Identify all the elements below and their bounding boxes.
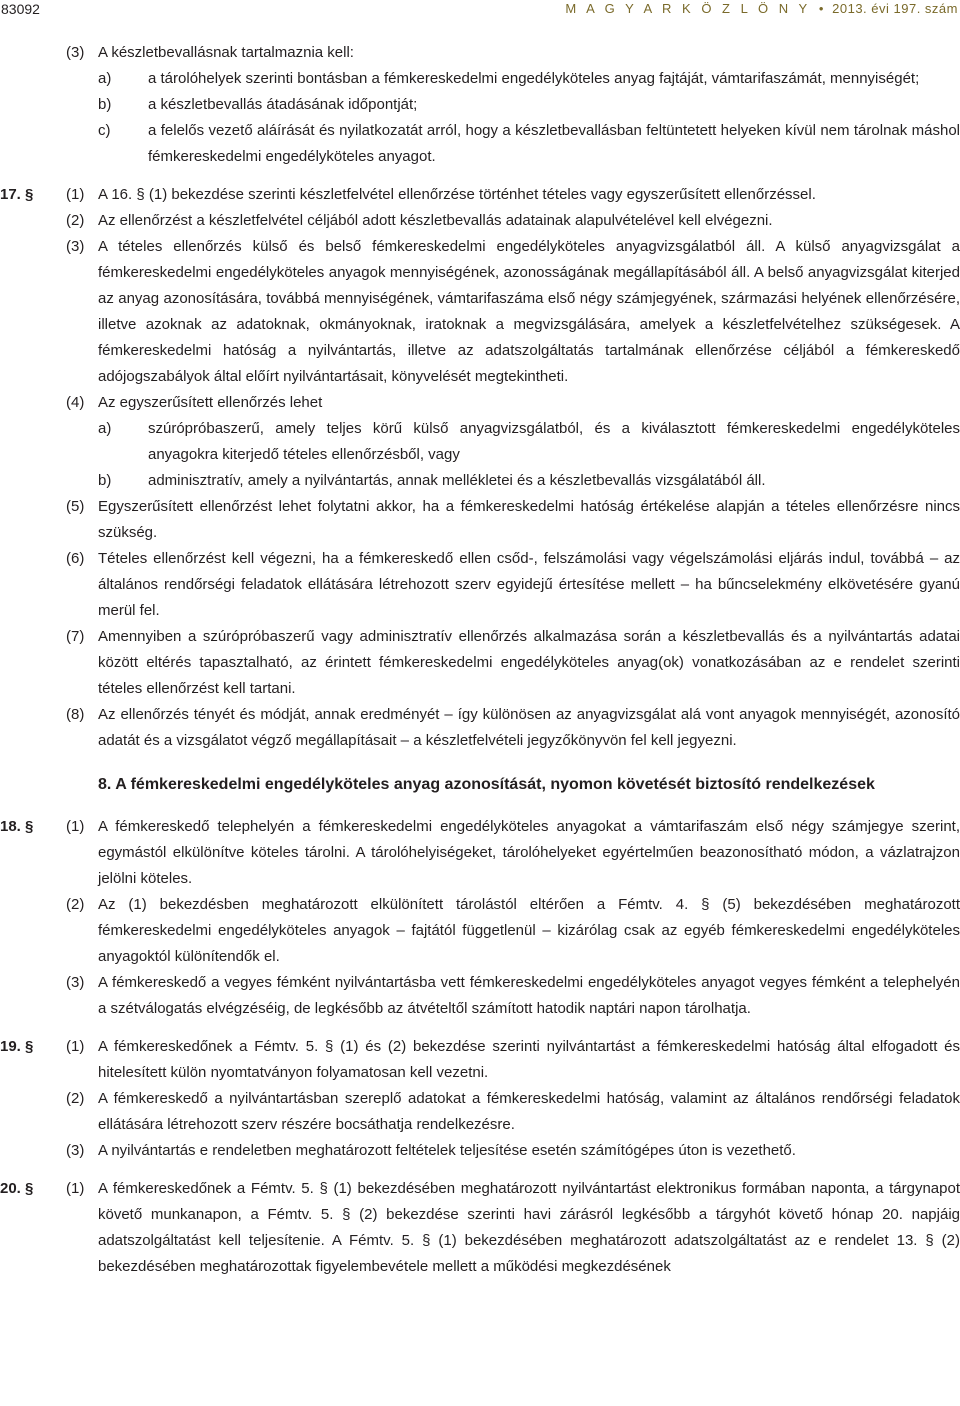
paragraph [0, 1034, 960, 1086]
section-17 [0, 182, 960, 754]
section-number: 17. § [0, 186, 34, 203]
list-item [0, 416, 960, 468]
paragraph-text: A 16. § (1) bekezdése szerinti készletfelvétel ellenőrzése történhet tételes vagy egyszerűsített ellenőrzéssel. [98, 186, 816, 203]
paragraph-number: (1) [66, 186, 85, 203]
paragraph-text: A készletbevallásnak tartalmaznia kell: [98, 44, 354, 61]
section-number: 20. § [0, 1180, 34, 1197]
paragraph-text: Egyszerűsített ellenőrzést lehet folytatni akkor, ha a fémkereskedelmi hatóság értékelése alapján a tételes ellenőrzésre nincs szükség. [98, 498, 960, 541]
section-19 [0, 1034, 960, 1164]
paragraph-number: (2) [66, 212, 85, 229]
paragraph-number: (5) [66, 498, 85, 515]
paragraph-text: Az ellenőrzést a készletfelvétel céljából adott készletbevallás adatainak alapulvételével kell elvégezni. [98, 212, 773, 229]
section-20 [0, 1176, 960, 1280]
list-item [0, 66, 960, 92]
item-label: b) [98, 96, 112, 113]
item-text: szúrópróbaszerű, amely teljes körű külső anyagvizsgálatból, és a kiválasztott fémkereskedelmi engedélyköteles anyagokra kiterjedő tételes ellenőrzésből, vagy [148, 420, 960, 463]
paragraph-text: Az egyszerűsített ellenőrzés lehet [98, 394, 323, 411]
journal-name: M A G Y A R K Ö Z L Ö N Y [565, 1, 811, 16]
paragraph [0, 182, 960, 208]
paragraph-number: (3) [66, 44, 85, 61]
document-body [0, 40, 960, 1280]
paragraph [0, 970, 960, 1022]
issue-number: 2013. évi 197. szám [832, 1, 958, 16]
item-text: adminisztratív, amely a nyilvántartás, annak mellékletei és a készletbevallás vizsgálatából áll. [148, 472, 766, 489]
paragraph-text: A nyilvántartás e rendeletben meghatározott feltételek teljesítése esetén számítógépes úton is vezethető. [98, 1142, 796, 1159]
paragraph-number: (1) [66, 818, 85, 835]
paragraph-number: (6) [66, 550, 85, 567]
list-item [0, 92, 960, 118]
item-label: a) [98, 420, 112, 437]
item-label: b) [98, 472, 112, 489]
paragraph [0, 1086, 960, 1138]
paragraph [0, 624, 960, 702]
item-text: a felelős vezető aláírását és nyilatkozatát arról, hogy a készletbevallásban feltüntetett helyeken kívül nem tárolnak máshol fémkereskedelmi engedélyköteles anyagot. [148, 122, 960, 165]
chapter-heading: 8. A fémkereskedelmi engedélyköteles anyag azonosítását, nyomon követését biztosító rendelkezések [98, 776, 875, 793]
paragraph [0, 390, 960, 416]
paragraph-text: A tételes ellenőrzés külső és belső fémkereskedelmi engedélyköteles anyagvizsgálatból áll. A külső anyagvizsgálat a fémkereskedelmi engedélyköteles anyagok mennyiségének, azonosságának megállapításából áll. A belső anyagvizsgálat kiterjed az anyag azonosítására, továbbá mennyiségének, vámtarifaszáma első négy számjegyének, származási helyének ellenőrzésére, illetve azoknak az adatoknak, okmányoknak, iratoknak a megvizsgálására, amelyek a készletfelvételhez szükségesek. A fémkereskedelmi hatóság a nyilvántartás, illetve az adatszolgáltatás tartalmának ellenőrzése céljából a fémkereskedő adójogszabályok által előírt nyilvántartásait, könyvelését megtekintheti. [98, 238, 960, 385]
paragraph-text: A fémkereskedő a nyilvántartásban szereplő adatokat a fémkereskedelmi hatóság, valamint az általános rendőrségi feladatok ellátására létrehozott szerv részére bocsáthatja rendelkezésre. [98, 1090, 960, 1133]
paragraph [0, 1138, 960, 1164]
list-item [0, 468, 960, 494]
paragraph [0, 208, 960, 234]
paragraph-number: (3) [66, 974, 85, 991]
paragraph-text: A fémkereskedő a vegyes fémként nyilvántartásba vett fémkereskedelmi engedélyköteles anyagot vegyes fémként a telephelyén a szétválogatás elvégzéséig, de legkésőbb az átvételtől számított hatodik naptári napon tárolhatja. [98, 974, 960, 1017]
paragraph [0, 702, 960, 754]
section-16-paragraph-3 [0, 40, 960, 170]
paragraph-text: Az ellenőrzés tényét és módját, annak eredményét – így különösen az anyagvizsgálat alá vont anyagok mennyiségét, azonosító adatát és a vizsgálatot végző megállapításait – a készletfelvételi jegyzőkönyvön fel kell jegyezni. [98, 706, 960, 749]
page-number: 83092 [1, 1, 40, 17]
paragraph-text: Tételes ellenőrzést kell végezni, ha a fémkereskedő ellen csőd-, felszámolási vagy végelszámolási eljárás indul, továbbá – az általános rendőrségi feladatok ellátására létrehozott szerv egyidejű értesítése mellett – ha bűncselekmény elkövetésére gyanú merül fel. [98, 550, 960, 619]
paragraph-text: Amennyiben a szúrópróbaszerű vagy adminisztratív ellenőrzés alkalmazása során a készletbevallás és a nyilvántartás adatai között eltérés tapasztalható, az érintett fémkereskedelmi engedélyköteles anyag(ok) vonatkozásában az e rendelet szerinti tételes ellenőrzést kell tartani. [98, 628, 960, 697]
paragraph-number: (3) [66, 1142, 85, 1159]
paragraph-number: (1) [66, 1038, 85, 1055]
section-number: 18. § [0, 818, 34, 835]
item-text: a készletbevallás átadásának időpontját; [148, 96, 418, 113]
paragraph [0, 494, 960, 546]
paragraph [0, 892, 960, 970]
paragraph [0, 234, 960, 390]
paragraph [0, 546, 960, 624]
list-item [0, 118, 960, 170]
paragraph-number: (8) [66, 706, 85, 723]
item-text: a tárolóhelyek szerinti bontásban a fémkereskedelmi engedélyköteles anyag fajtáját, vámtarifaszámát, mennyiségét; [148, 70, 920, 87]
item-label: c) [98, 122, 111, 139]
paragraph-text: A fémkereskedő telephelyén a fémkereskedelmi engedélyköteles anyagokat a vámtarifaszám első négy számjegye szerint, egymástól elkülönítve köteles tárolni. A tárolóhelyiségeket, tárolóhelyeket egyértelműen beazonosítható módon, a vázlatrajzon jelölni köteles. [98, 818, 960, 887]
paragraph-text: A fémkereskedőnek a Fémtv. 5. § (1) bekezdésében meghatározott nyilvántartást elektronikus formában naponta, a tárgynapot követő munkanapon, a Fémtv. 5. § (2) bekezdése szerinti havi zárásról legkésőbb a tárgyhót követő hónap 20. napjáig adatszolgáltatást kell teljesítenie. A Fémtv. 5. § (1) bekezdésében meghatározott adatszolgáltatást az e rendelet 13. § (2) bekezdésében meghatározottak figyelembevétele mellett a működési megkezdésének [98, 1180, 960, 1275]
paragraph-number: (1) [66, 1180, 85, 1197]
paragraph-number: (3) [66, 238, 85, 255]
paragraph-number: (2) [66, 1090, 85, 1107]
running-title: M A G Y A R K Ö Z L Ö N Y • 2013. évi 197. szám [565, 1, 958, 16]
paragraph-number: (2) [66, 896, 85, 913]
paragraph-number: (7) [66, 628, 85, 645]
item-label: a) [98, 70, 112, 87]
page-header [0, 0, 960, 22]
paragraph-number: (4) [66, 394, 85, 411]
paragraph [0, 1176, 960, 1280]
section-number: 19. § [0, 1038, 34, 1055]
paragraph-text: Az (1) bekezdésben meghatározott elkülönített tárolástól eltérően a Fémtv. 4. § (5) bekezdésében meghatározott fémkereskedelmi engedélyköteles anyagok – fajtától függetlenül – kizárólag csak az egyéb fémkereskedelmi engedélyköteles anyagoktól különítendők el. [98, 896, 960, 965]
paragraph [0, 814, 960, 892]
paragraph [0, 40, 960, 66]
paragraph-text: A fémkereskedőnek a Fémtv. 5. § (1) és (2) bekezdése szerinti nyilvántartást a fémkereskedelmi hatóság által elfogadott és hitelesített külön nyomtatványon folyamatosan kell vezetni. [98, 1038, 960, 1081]
section-18 [0, 814, 960, 1022]
